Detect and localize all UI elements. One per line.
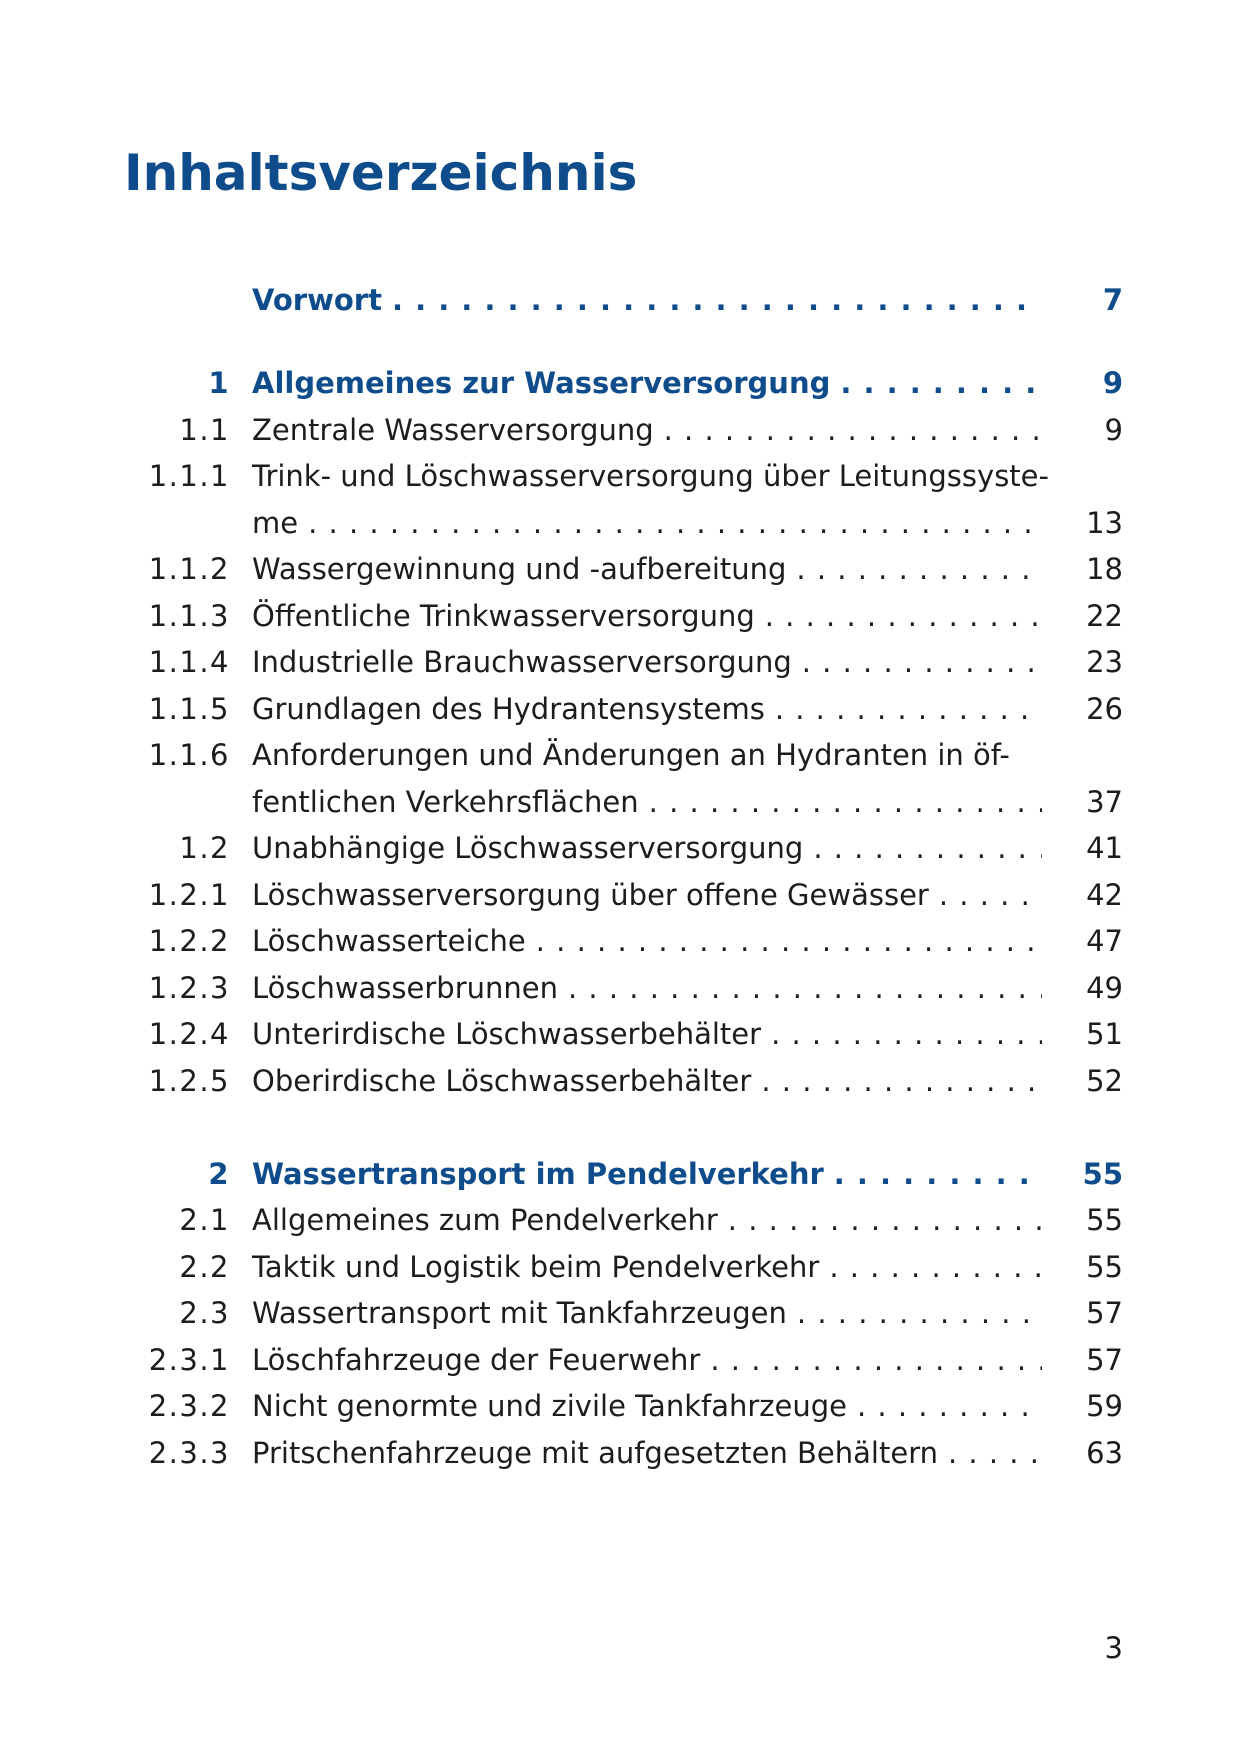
toc-entry-title: Unabhängige Löschwasserversorgung bbox=[252, 831, 804, 865]
toc-entry-number: 1.1.4 bbox=[148, 645, 230, 679]
toc-entry-title: Oberirdische Löschwasserbehälter bbox=[252, 1064, 752, 1098]
toc-entry-number: 1.1.5 bbox=[148, 692, 230, 726]
footer-page-number: 3 bbox=[1104, 1631, 1123, 1665]
toc-entry-page: 55 bbox=[1086, 1250, 1123, 1284]
toc-entry-number: 2.3.3 bbox=[148, 1436, 230, 1470]
toc-entry-title: Löschfahrzeuge der Feuerwehr bbox=[252, 1343, 701, 1377]
toc-entry-title: Allgemeines zum Pendelverkehr bbox=[252, 1203, 718, 1237]
toc-entry-page: 22 bbox=[1086, 599, 1123, 633]
toc-entry-number: 2.3.2 bbox=[148, 1389, 230, 1423]
toc-entry-number: 2.2 bbox=[179, 1250, 230, 1284]
toc-entry-title: fentlichen Verkehrsflächen bbox=[252, 785, 639, 819]
toc-entry[interactable] bbox=[0, 965, 1240, 1012]
toc-entry[interactable] bbox=[0, 1244, 1240, 1291]
toc-entry-title: Wassertransport mit Tankfahrzeugen bbox=[252, 1296, 787, 1330]
toc-entry-vorwort[interactable] bbox=[0, 277, 1240, 324]
toc-entry-title: Nicht genormte und zivile Tankfahrzeuge bbox=[252, 1389, 847, 1423]
toc-entry-page: 57 bbox=[1086, 1343, 1123, 1377]
toc-entry[interactable] bbox=[0, 453, 1240, 500]
toc-entry-page: 26 bbox=[1086, 692, 1123, 726]
toc-entry[interactable] bbox=[0, 732, 1240, 779]
toc-entry-title: Grundlagen des Hydrantensystems bbox=[252, 692, 765, 726]
toc-entry[interactable] bbox=[0, 1011, 1240, 1058]
toc-entry[interactable] bbox=[0, 593, 1240, 640]
toc-entry-page: 7 bbox=[1102, 283, 1123, 317]
toc-entry-title: Löschwasserversorgung über offene Gewässer bbox=[252, 878, 929, 912]
toc-entry-number: 1.1.6 bbox=[148, 738, 230, 772]
toc-entry[interactable] bbox=[0, 1290, 1240, 1337]
toc-entry-page: 47 bbox=[1086, 924, 1123, 958]
toc-entry-number: 1.1 bbox=[179, 413, 230, 447]
toc-entry-page: 41 bbox=[1086, 831, 1123, 865]
toc-entry[interactable] bbox=[0, 407, 1240, 454]
toc-entry-page: 51 bbox=[1086, 1017, 1123, 1051]
toc-entry-page: 18 bbox=[1086, 552, 1123, 586]
toc-entry[interactable] bbox=[0, 1197, 1240, 1244]
toc-entry-title: Zentrale Wasserversorgung bbox=[252, 413, 654, 447]
toc-entry[interactable] bbox=[0, 546, 1240, 593]
toc-entry-title-line1: Anforderungen und Änderungen an Hydranten in öf- bbox=[252, 738, 1010, 772]
toc-entry-title: Unterirdische Löschwasserbehälter bbox=[252, 1017, 762, 1051]
toc-entry-page: 9 bbox=[1104, 413, 1123, 447]
toc-entry-number: 2.3 bbox=[179, 1296, 230, 1330]
toc-entry-number: 1.1.1 bbox=[148, 459, 230, 493]
toc-entry-number: 1.2.4 bbox=[148, 1017, 230, 1051]
toc-entry-title: me bbox=[252, 506, 299, 540]
toc-entry-page: 55 bbox=[1086, 1203, 1123, 1237]
toc-entry-title: Taktik und Logistik beim Pendelverkehr bbox=[252, 1250, 820, 1284]
toc-entry-number: 2.3.1 bbox=[148, 1343, 230, 1377]
toc-entry-title: Industrielle Brauchwasserversorgung bbox=[252, 645, 792, 679]
toc-entry-title: Löschwasserbrunnen bbox=[252, 971, 558, 1005]
toc-entry-number: 1.2 bbox=[179, 831, 230, 865]
toc-entry-number: 1.2.2 bbox=[148, 924, 230, 958]
toc-entry-page: 57 bbox=[1086, 1296, 1123, 1330]
toc-entry[interactable] bbox=[0, 825, 1240, 872]
toc-entry-title: Wassertransport im Pendelverkehr bbox=[252, 1157, 824, 1191]
toc-entry-page: 9 bbox=[1102, 366, 1123, 400]
toc-entry-page: 52 bbox=[1086, 1064, 1123, 1098]
toc-entry-number: 1 bbox=[208, 366, 230, 400]
toc-entry-title: Löschwasserteiche bbox=[252, 924, 526, 958]
toc-entry-page: 13 bbox=[1086, 506, 1123, 540]
toc-entry-title: Pritschenfahrzeuge mit aufgesetzten Behältern bbox=[252, 1436, 938, 1470]
toc-entry-number: 1.2.5 bbox=[148, 1064, 230, 1098]
toc-entry-page: 42 bbox=[1086, 878, 1123, 912]
toc-entry-number: 1.1.2 bbox=[148, 552, 230, 586]
toc-entry[interactable] bbox=[0, 872, 1240, 919]
toc-entry-number: 1.1.3 bbox=[148, 599, 230, 633]
toc-entry-number: 2 bbox=[208, 1157, 230, 1191]
toc-entry-page: 23 bbox=[1086, 645, 1123, 679]
toc-entry-title-line1: Trink- und Löschwasserversorgung über Leitungssyste- bbox=[252, 459, 1049, 493]
toc-entry-page: 37 bbox=[1086, 785, 1123, 819]
toc-entry[interactable] bbox=[0, 1058, 1240, 1105]
toc-entry-title: Allgemeines zur Wasserversorgung bbox=[252, 366, 831, 400]
toc-entry-number: 1.2.1 bbox=[148, 878, 230, 912]
toc-entry[interactable] bbox=[0, 639, 1240, 686]
toc-entry-page: 59 bbox=[1086, 1389, 1123, 1423]
toc-entry-chapter-1[interactable] bbox=[0, 360, 1240, 407]
toc-entry-page: 49 bbox=[1086, 971, 1123, 1005]
toc-entry-title: Öffentliche Trinkwasserversorgung bbox=[252, 599, 755, 633]
toc-entry-page: 63 bbox=[1086, 1436, 1123, 1470]
toc-entry-title: Wassergewinnung und -aufbereitung bbox=[252, 552, 787, 586]
toc-entry[interactable] bbox=[0, 1337, 1240, 1384]
toc-entry-title: Vorwort bbox=[252, 283, 382, 317]
toc-entry-chapter-2[interactable] bbox=[0, 1151, 1240, 1198]
toc-entry[interactable] bbox=[0, 1383, 1240, 1430]
toc-entry-number: 2.1 bbox=[179, 1203, 230, 1237]
toc-entry[interactable] bbox=[0, 1430, 1240, 1477]
toc-entry-continuation[interactable] bbox=[0, 779, 1240, 826]
page-title: Inhaltsverzeichnis bbox=[124, 144, 638, 202]
toc-entry[interactable] bbox=[0, 686, 1240, 733]
toc-entry-page: 55 bbox=[1082, 1157, 1123, 1191]
toc-entry-continuation[interactable] bbox=[0, 500, 1240, 547]
toc-entry-number: 1.2.3 bbox=[148, 971, 230, 1005]
toc-entry[interactable] bbox=[0, 918, 1240, 965]
